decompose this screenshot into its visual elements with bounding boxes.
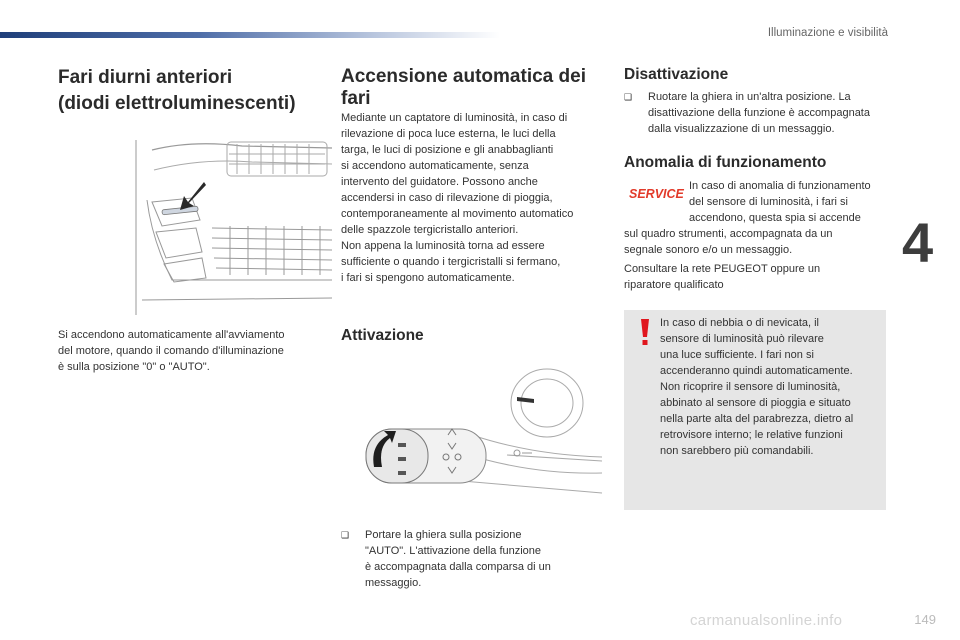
- daytime-lights-title: Fari diurni anteriori (diodi elettroluminescenti): [58, 67, 296, 114]
- warning-box: [624, 310, 886, 510]
- auto-lights-text: Mediante un captatore di luminosità, in caso di rilevazione di poca luce esterna, le luci della targa, le luci di posizione e gli anabbaglianti si accendono automaticamente, senza intervento del guidatore. Possono anche accendersi in caso di rilevazione di pioggia, contemporaneamente al movimento automatico delle spazzole tergicristallo anteriori. Non appena la luminosità torna ad essere sufficiente o quando i tergicristalli si fermano, i fari si spengono automaticamente.: [341, 112, 574, 284]
- consult-text: Consultare la rete PEUGEOT oppure un riparatore qualificato: [624, 263, 821, 291]
- activation-title: Attivazione: [341, 327, 424, 344]
- front-bumper-drl-illustration: [132, 140, 332, 315]
- service-icon-label: SERVICE: [629, 187, 684, 201]
- page-number: 149: [914, 612, 936, 627]
- service-warning-icon: [628, 184, 684, 202]
- watermark: carmanualsonline.info: [690, 612, 843, 629]
- warning-text: In caso di nebbia o di nevicata, il sensore di luminosità può rilevare una luce sufficiente. I fari non si accenderanno quindi automaticamente. Non ricoprire il sensore di luminosità, abbinato al sensore di pioggia e situato nella parte alta del parabrezza, dietro al retrovisore interno; le relative funzioni non sarebbero più comandabili.: [660, 317, 854, 457]
- section-title: Illuminazione e visibilità: [767, 27, 888, 39]
- deactivation-title: Disattivazione: [624, 66, 729, 83]
- malfunction-title: Anomalia di funzionamento: [624, 154, 827, 171]
- exclamation-warning-icon: [638, 318, 652, 346]
- daytime-lights-text: Si accendono automaticamente all'avviamento del motore, quando il comando d'illuminazione è sulla posizione "0" o "AUTO".: [58, 329, 285, 373]
- bullet-square-icon: ❑: [341, 530, 350, 540]
- malfunction-text: sul quadro strumenti, accompagnata da un segnale sonoro e/o un messaggio.: [624, 228, 833, 256]
- auto-lights-title: Accensione automatica dei fari: [341, 66, 586, 109]
- lighting-stalk-illustration: [352, 365, 602, 503]
- bullet-square-icon: ❑: [624, 92, 633, 102]
- malfunction-text-indented: In caso di anomalia di funzionamento del sensore di luminosità, i fari si accendono, questa spia si accende: [689, 180, 871, 224]
- header-accent-bar: [0, 32, 500, 38]
- chapter-number: 4: [902, 211, 934, 274]
